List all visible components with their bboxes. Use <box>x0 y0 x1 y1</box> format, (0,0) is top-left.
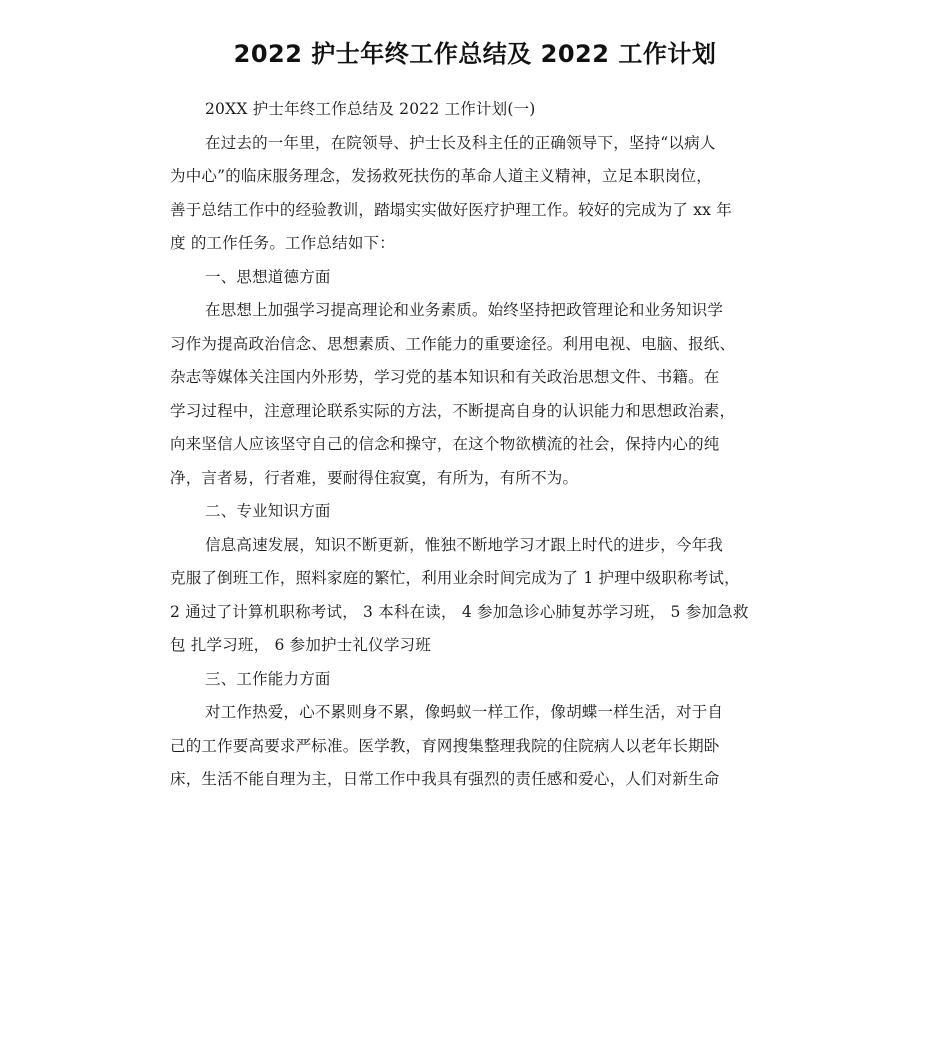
section-heading-ideology: 一、思想道德方面 <box>205 267 331 286</box>
paragraph-line: 在过去的一年里，在院领导、护士长及科主任的正确领导下，坚持“以病人 <box>205 133 716 152</box>
paragraph-line: 善于总结工作中的经验教训，踏塌实实做好医疗护理工作。较好的完成为了 xx 年 <box>170 200 732 219</box>
document-body <box>170 96 795 800</box>
paragraph-line: 净，言者易，行者难，要耐得住寂寞，有所为，有所不为。 <box>170 468 579 487</box>
section-heading-professional: 二、专业知识方面 <box>205 502 331 520</box>
paragraph-line: 为中心”的临床服务理念，发扬救死扶伤的革命人道主义精神，立足本职岗位， <box>170 167 712 185</box>
paragraph-line: 度 的工作任务。工作总结如下： <box>170 234 395 252</box>
paragraph-line: 信息高速发展，知识不断更新，惟独不断地学习才跟上时代的进步，今年我 <box>205 535 724 554</box>
paragraph-line: 包 扎学习班， 6 参加护士礼仪学习班 <box>170 636 431 654</box>
paragraph-line: 向来坚信人应该坚守自己的信念和操守，在这个物欲横流的社会，保持内心的纯 <box>170 435 720 453</box>
section-heading-work-ability: 三、工作能力方面 <box>205 669 331 688</box>
section-subtitle: 20XX 护士年终工作总结及 2022 工作计划(一) <box>205 100 536 118</box>
paragraph-line: 在思想上加强学习提高理论和业务素质。始终坚持把政管理论和业务知识学 <box>205 301 724 319</box>
paragraph-line: 学习过程中，注意理论联系实际的方法，不断提高自身的认识能力和思想政治素， <box>170 401 736 420</box>
paragraph-line: 杂志等媒体关注国内外形势，学习党的基本知识和有关政治思想文件、书籍。在 <box>170 368 720 386</box>
paragraph-line: 克服了倒班工作，照料家庭的繁忙，利用业余时间完成为了 1 护理中级职称考试， <box>170 569 740 587</box>
document-title: 2022 护士年终工作总结及 2022 工作计划 <box>233 40 717 68</box>
paragraph-line: 己的工作要高要求严标准。医学教，育网搜集整理我院的住院病人以老年长期卧 <box>170 736 720 755</box>
paragraph-line: 习作为提高政治信念、思想素质、工作能力的重要途径。利用电视、电脑、报纸、 <box>170 334 736 353</box>
paragraph-line: 2 通过了计算机职称考试， 3 本科在读， 4 参加急诊心肺复苏学习班， 5 参加急救 <box>170 602 749 621</box>
paragraph-line: 床，生活不能自理为主，日常工作中我具有强烈的责任感和爱心，人们对新生命 <box>170 770 720 788</box>
paragraph-line: 对工作热爱，心不累则身不累，像蚂蚁一样工作，像胡蝶一样生活，对于自 <box>205 703 724 721</box>
